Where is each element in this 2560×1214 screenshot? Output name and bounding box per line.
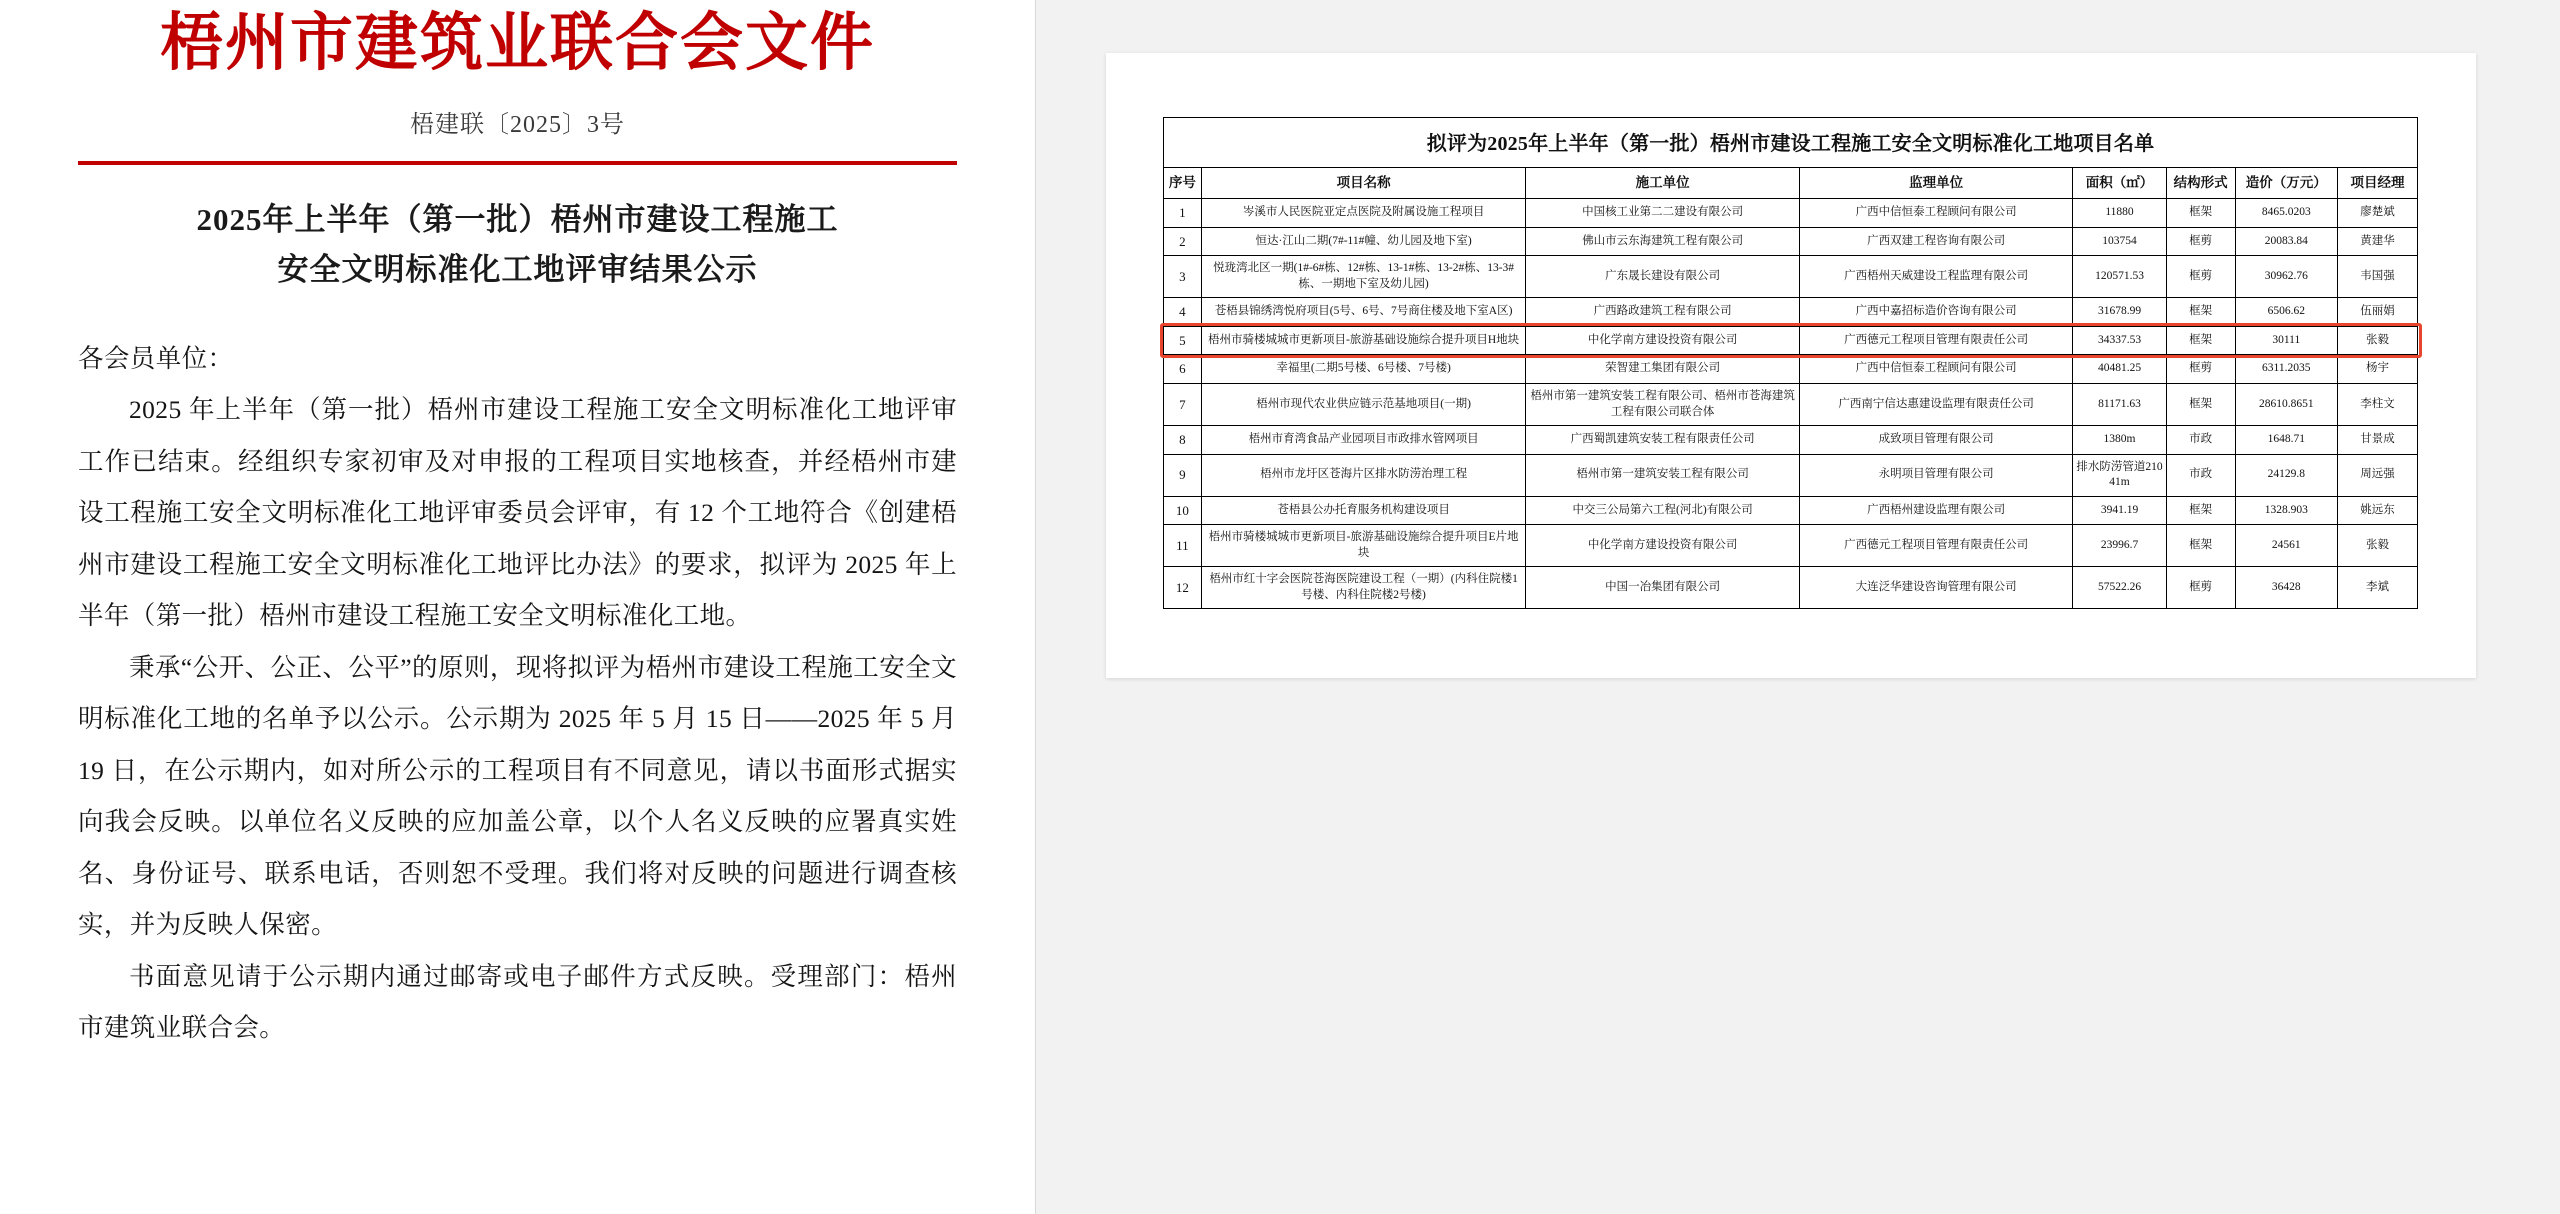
th-manager: 项目经理 xyxy=(2337,168,2417,199)
cell-area: 103754 xyxy=(2073,227,2166,256)
cell-index: 7 xyxy=(1164,383,1202,425)
cell-index: 5 xyxy=(1164,326,1202,355)
cell-index: 1 xyxy=(1164,199,1202,228)
cell-structure: 市政 xyxy=(2166,426,2235,455)
cell-manager: 姚远东 xyxy=(2337,496,2417,525)
cell-construction-unit: 梧州市第一建筑安装工程有限公司、梧州市苍海建筑工程有限公司联合体 xyxy=(1526,383,1799,425)
cell-index: 8 xyxy=(1164,426,1202,455)
cell-area: 81171.63 xyxy=(2073,383,2166,425)
cell-supervision-unit: 广西双建工程咨询有限公司 xyxy=(1799,227,2072,256)
cell-supervision-unit: 广西中信恒泰工程顾问有限公司 xyxy=(1799,199,2072,228)
table-row[interactable] xyxy=(1164,298,2418,327)
cell-cost: 1328.903 xyxy=(2235,496,2337,525)
cell-cost: 6506.62 xyxy=(2235,298,2337,327)
cell-cost: 8465.0203 xyxy=(2235,199,2337,228)
project-list-table xyxy=(1163,167,2418,609)
cell-project-name: 悦珑湾北区一期(1#-6#栋、12#栋、13-1#栋、13-2#栋、13-3#栋、一期地下室及幼儿园) xyxy=(1201,256,1526,298)
cell-supervision-unit: 永明项目管理有限公司 xyxy=(1799,454,2072,496)
cell-manager: 伍丽娟 xyxy=(2337,298,2417,327)
cell-manager: 李柱文 xyxy=(2337,383,2417,425)
cell-structure: 框架 xyxy=(2166,298,2235,327)
cell-cost: 36428 xyxy=(2235,567,2337,609)
document-header-title: 梧州市建筑业联合会文件 xyxy=(160,5,875,79)
cell-project-name: 梧州市红十字会医院苍海医院建设工程（一期）(内科住院楼1号楼、内科住院楼2号楼) xyxy=(1201,567,1526,609)
cell-structure: 框剪 xyxy=(2166,567,2235,609)
cell-construction-unit: 中国一冶集团有限公司 xyxy=(1526,567,1799,609)
th-structure: 结构形式 xyxy=(2166,168,2235,199)
cell-supervision-unit: 成致项目管理有限公司 xyxy=(1799,426,2072,455)
cell-structure: 框剪 xyxy=(2166,355,2235,384)
cell-index: 6 xyxy=(1164,355,1202,384)
th-construction-unit: 施工单位 xyxy=(1526,168,1799,199)
table-row[interactable] xyxy=(1164,227,2418,256)
th-area: 面积（㎡） xyxy=(2073,168,2166,199)
cell-manager: 韦国强 xyxy=(2337,256,2417,298)
document-number: 梧建联〔2025〕3号 xyxy=(410,112,625,139)
table-header-row xyxy=(1164,168,2418,199)
document-paragraph-1: 2025 年上半年（第一批）梧州市建设工程施工安全文明标准化工地评审工作已结束。经组织专家初审及对申报的工程项目实地核查，并经梧州市建设工程施工安全文明标准化工地评审委员会评审，有 12 个工地符合《创建梧州市建设工程施工安全文明标准化工地评比办法》的要求，拟评为 2025 年上半年（第一批）梧州市建设工程施工安全文明标准化工地。 xyxy=(78,395,957,631)
cell-construction-unit: 中交三公局第六工程(河北)有限公司 xyxy=(1526,496,1799,525)
cell-cost: 30111 xyxy=(2235,326,2337,355)
document-paragraph-2: 秉承“公开、公正、公平”的原则，现将拟评为梧州市建设工程施工安全文明标准化工地的名单予以公示。公示期为 2025 年 5 月 15 日——2025 年 5 月 19 日，在公示期内，如对所公示的工程项目有不同意见，请以书面形式据实向我会反映。以单位名义反映的应加盖公章，以个人名义反映的应署真实姓名、身份证号、联系电话，否则恕不受理。我们将对反映的问题进行调查核实，并为反映人保密。 xyxy=(78,652,957,940)
th-index: 序号 xyxy=(1164,168,1202,199)
cell-area: 3941.19 xyxy=(2073,496,2166,525)
cell-project-name: 苍梧县公办托育服务机构建设项目 xyxy=(1201,496,1526,525)
cell-project-name: 恒达·江山二期(7#-11#幢、幼儿园及地下室) xyxy=(1201,227,1526,256)
cell-construction-unit: 中化学南方建设投资有限公司 xyxy=(1526,525,1799,567)
cell-supervision-unit: 广西梧州天威建设工程监理有限公司 xyxy=(1799,256,2072,298)
cell-manager: 李斌 xyxy=(2337,567,2417,609)
table-row[interactable] xyxy=(1164,525,2418,567)
table-row[interactable] xyxy=(1164,454,2418,496)
cell-index: 11 xyxy=(1164,525,1202,567)
document-body xyxy=(78,333,957,1054)
cell-manager: 黄建华 xyxy=(2337,227,2417,256)
table-row[interactable] xyxy=(1164,567,2418,609)
cell-cost: 20083.84 xyxy=(2235,227,2337,256)
cell-area: 34337.53 xyxy=(2073,326,2166,355)
cell-structure: 市政 xyxy=(2166,454,2235,496)
table-row[interactable] xyxy=(1164,326,2418,355)
cell-construction-unit: 中化学南方建设投资有限公司 xyxy=(1526,326,1799,355)
table-row[interactable] xyxy=(1164,199,2418,228)
attachment-pane xyxy=(1036,0,2560,1214)
cell-project-name: 苍梧县锦绣湾悦府项目(5号、6号、7号商住楼及地下室A区) xyxy=(1201,298,1526,327)
cell-manager: 张毅 xyxy=(2337,326,2417,355)
cell-project-name: 梧州市育湾食品产业园项目市政排水管网项目 xyxy=(1201,426,1526,455)
red-divider xyxy=(78,161,957,165)
document-subtitle-line1: 2025年上半年（第一批）梧州市建设工程施工 xyxy=(196,202,839,238)
cell-structure: 框架 xyxy=(2166,383,2235,425)
cell-index: 9 xyxy=(1164,454,1202,496)
document-subtitle xyxy=(78,195,957,294)
document-salutation: 各会员单位： xyxy=(78,343,234,373)
cell-structure: 框架 xyxy=(2166,326,2235,355)
cell-area: 1380m xyxy=(2073,426,2166,455)
document-subtitle-line2: 安全文明标准化工地评审结果公示 xyxy=(277,252,758,288)
table-container xyxy=(1163,117,2418,609)
cell-construction-unit: 广西蜀凯建筑安装工程有限责任公司 xyxy=(1526,426,1799,455)
table-row[interactable] xyxy=(1164,355,2418,384)
cell-manager: 廖楚斌 xyxy=(2337,199,2417,228)
cell-manager: 张毅 xyxy=(2337,525,2417,567)
cell-structure: 框架 xyxy=(2166,525,2235,567)
th-cost: 造价（万元） xyxy=(2235,168,2337,199)
cell-project-name: 岑溪市人民医院亚定点医院及附属设施工程项目 xyxy=(1201,199,1526,228)
cell-project-name: 幸福里(二期5号楼、6号楼、7号楼) xyxy=(1201,355,1526,384)
cell-project-name: 梧州市现代农业供应链示范基地项目(一期) xyxy=(1201,383,1526,425)
cell-area: 排水防涝管道21041m xyxy=(2073,454,2166,496)
cell-index: 2 xyxy=(1164,227,1202,256)
table-row[interactable] xyxy=(1164,496,2418,525)
cell-construction-unit: 梧州市第一建筑安装工程有限公司 xyxy=(1526,454,1799,496)
table-body xyxy=(1164,199,2418,609)
cell-area: 11880 xyxy=(2073,199,2166,228)
cell-project-name: 梧州市骑楼城城市更新项目-旅游基础设施综合提升项目H地块 xyxy=(1201,326,1526,355)
cell-supervision-unit: 广西德元工程项目管理有限责任公司 xyxy=(1799,525,2072,567)
cell-supervision-unit: 广西中信恒泰工程顾问有限公司 xyxy=(1799,355,2072,384)
cell-manager: 杨宇 xyxy=(2337,355,2417,384)
cell-supervision-unit: 广西德元工程项目管理有限责任公司 xyxy=(1799,326,2072,355)
cell-area: 40481.25 xyxy=(2073,355,2166,384)
table-row[interactable] xyxy=(1164,426,2418,455)
cell-construction-unit: 中国核工业第二二建设有限公司 xyxy=(1526,199,1799,228)
cell-construction-unit: 广东晟长建设有限公司 xyxy=(1526,256,1799,298)
th-supervision-unit: 监理单位 xyxy=(1799,168,2072,199)
cell-index: 10 xyxy=(1164,496,1202,525)
cell-manager: 周远强 xyxy=(2337,454,2417,496)
cell-cost: 6311.2035 xyxy=(2235,355,2337,384)
cell-area: 57522.26 xyxy=(2073,567,2166,609)
document-paragraph-3: 书面意见请于公示期内通过邮寄或电子邮件方式反映。受理部门：梧州市建筑业联合会。 xyxy=(78,961,957,1043)
table-header xyxy=(1164,168,2418,199)
cell-structure: 框剪 xyxy=(2166,227,2235,256)
cell-index: 12 xyxy=(1164,567,1202,609)
cell-cost: 1648.71 xyxy=(2235,426,2337,455)
cell-cost: 28610.8651 xyxy=(2235,383,2337,425)
cell-structure: 框架 xyxy=(2166,199,2235,228)
table-row[interactable] xyxy=(1164,383,2418,425)
cell-supervision-unit: 广西南宁信达惠建设监理有限责任公司 xyxy=(1799,383,2072,425)
cell-cost: 24129.8 xyxy=(2235,454,2337,496)
cell-index: 4 xyxy=(1164,298,1202,327)
cell-cost: 30962.76 xyxy=(2235,256,2337,298)
cell-area: 120571.53 xyxy=(2073,256,2166,298)
cell-cost: 24561 xyxy=(2235,525,2337,567)
cell-supervision-unit: 广西中嘉招标造价咨询有限公司 xyxy=(1799,298,2072,327)
cell-project-name: 梧州市骑楼城城市更新项目-旅游基础设施综合提升项目E片地块 xyxy=(1201,525,1526,567)
table-row[interactable] xyxy=(1164,256,2418,298)
table-sheet xyxy=(1106,53,2476,678)
cell-area: 23996.7 xyxy=(2073,525,2166,567)
cell-supervision-unit: 大连泛华建设咨询管理有限公司 xyxy=(1799,567,2072,609)
cell-area: 31678.99 xyxy=(2073,298,2166,327)
cell-construction-unit: 荣智建工集团有限公司 xyxy=(1526,355,1799,384)
table-title: 拟评为2025年上半年（第一批）梧州市建设工程施工安全文明标准化工地项目名单 xyxy=(1163,117,2418,167)
cell-project-name: 梧州市龙圩区苍海片区排水防涝治理工程 xyxy=(1201,454,1526,496)
cell-manager: 甘景成 xyxy=(2337,426,2417,455)
cell-supervision-unit: 广西梧州建设监理有限公司 xyxy=(1799,496,2072,525)
cell-construction-unit: 佛山市云东海建筑工程有限公司 xyxy=(1526,227,1799,256)
cell-structure: 框剪 xyxy=(2166,256,2235,298)
cell-construction-unit: 广西路政建筑工程有限公司 xyxy=(1526,298,1799,327)
official-document-pane xyxy=(0,0,1036,1214)
cell-index: 3 xyxy=(1164,256,1202,298)
th-project-name: 项目名称 xyxy=(1201,168,1526,199)
cell-structure: 框架 xyxy=(2166,496,2235,525)
